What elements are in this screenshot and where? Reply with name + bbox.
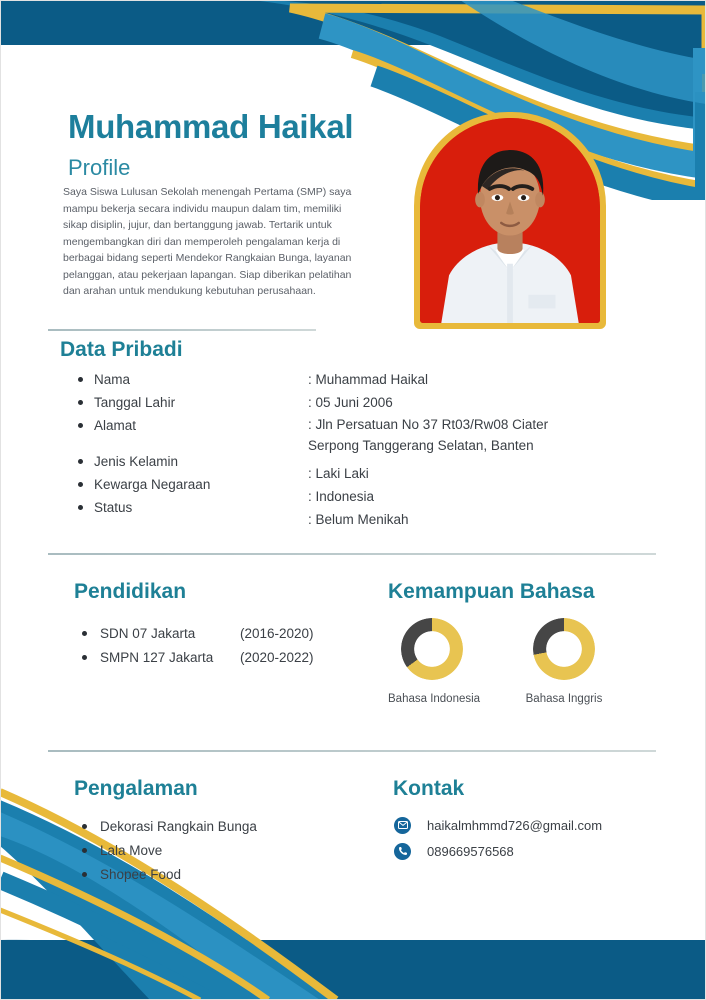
value-tanggal-lahir: : 05 Juni 2006 [308,395,393,410]
page-title: Muhammad Haikal [68,108,354,145]
school-years: (2016-2020) [240,626,314,641]
label-kewarga-negaraan: Kewarga Negaraan [72,473,302,496]
school-name: SMPN 127 Jakarta [100,650,214,665]
section-heading-data-pribadi: Data Pribadi [60,338,183,361]
profile-photo-frame [414,112,606,329]
label-alamat: Alamat [72,414,302,437]
value-alamat-line2: Serpong Tanggerang Selatan, Banten [308,438,534,453]
section-heading-pengalaman: Pengalaman [74,777,198,800]
language-skill-chart-group [388,618,638,705]
list-item: Shopee Food [78,863,378,887]
donut-chart-bahasa-inggris [533,618,595,680]
value-jenis-kelamin: : Laki Laki [308,466,369,481]
contact-phone-value: 089669576568 [427,843,514,859]
list-item: Lala Move [78,839,378,863]
language-label: Bahasa Inggris [525,693,603,705]
label-status: Status [72,496,302,519]
divider-mid [48,553,656,555]
pengalaman-list [78,815,378,887]
pendidikan-list [78,622,378,670]
section-heading-pendidikan: Pendidikan [74,580,187,603]
phone-icon [394,843,411,860]
value-nama: : Muhammad Haikal [308,372,429,387]
section-heading-kemampuan-bahasa: Kemampuan Bahasa [388,580,595,603]
value-status: : Belum Menikah [308,512,409,527]
school-name: SDN 07 Jakarta [100,626,196,641]
contact-list [394,812,664,864]
spacer [72,437,302,450]
language-label: Bahasa Indonesia [388,693,481,705]
data-pribadi-value-list [308,368,628,531]
label-tanggal-lahir: Tanggal Lahir [72,391,302,414]
list-item [78,622,378,646]
language-skill-item [388,618,481,705]
data-pribadi-label-list [72,368,302,519]
envelope-icon [394,817,411,834]
profile-heading: Profile [68,155,131,180]
school-years: (2020-2022) [240,650,314,665]
divider-lower [48,750,656,752]
profile-photo [420,118,600,323]
value-alamat-line1: : Jln Persatuan No 37 Rt03/Rw08 Ciater [308,417,549,432]
value-kewarganegaraan: : Indonesia [308,489,375,504]
label-jenis-kelamin: Jenis Kelamin [72,450,302,473]
list-item: Dekorasi Rangkain Bunga [78,815,378,839]
divider-profile [48,329,316,331]
contact-phone-row[interactable] [394,838,664,864]
donut-chart-bahasa-indonesia [401,618,463,680]
contact-email-value: haikalmhmmd726@gmail.com [427,817,603,833]
contact-email-row[interactable] [394,812,664,838]
portrait-illustration [420,118,600,323]
language-skill-item [520,618,608,705]
label-nama: Nama [72,368,302,391]
list-item [78,646,378,670]
section-heading-kontak: Kontak [393,777,465,800]
profile-summary: Saya Siswa Lulusan Sekolah menengah Pertama (SMP) saya mampu bekerja secara individu maupun dalam tim, memiliki sikap disiplin, jujur, dan bertanggung jawab. Tertarik untuk mengembangkan diri dan memperoleh pengalaman kerja di berbagai bidang seperti Mendekor Rangkaian Bunga, layanan pelanggan, atau pekerjaan lapangan. Siap diberikan pelatihan dan arahan untuk mendukung kebutuhan perusahaan. [63,186,352,297]
